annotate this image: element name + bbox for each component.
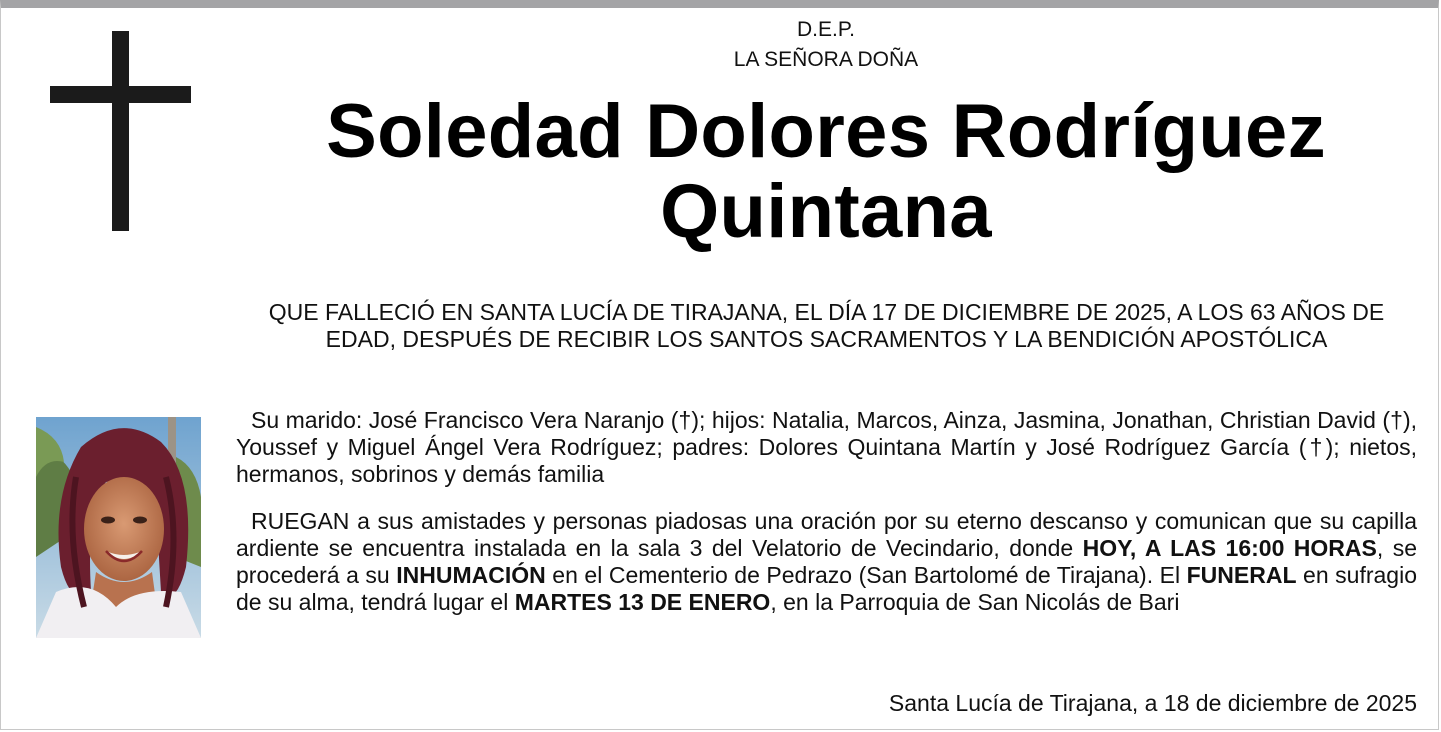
deceased-name-line1: Soledad Dolores Rodríguez (326, 89, 1326, 174)
death-notice: QUE FALLECIÓ EN SANTA LUCÍA DE TIRAJANA, EL DÍA 17 DE DICIEMBRE DE 2025, A LOS 63 AÑOS DE EDAD, DESPUÉS DE RECIBIR LOS SANTOS SACRAMENTOS Y LA BENDICIÓN APOSTÓLICA (268, 299, 1385, 352)
ruegan-funeral-bold: FUNERAL (1186, 562, 1297, 588)
deceased-portrait-photo (36, 417, 201, 638)
dep-label: D.E.P. (797, 18, 855, 41)
deceased-name-line2: Quintana (660, 169, 992, 254)
ruegan-date-bold: MARTES 13 DE ENERO (514, 589, 771, 615)
ruegan-inhumacion-bold: INHUMACIÓN (396, 562, 546, 588)
deceased-name (250, 89, 1402, 254)
honorific-title: LA SEÑORA DOÑA (733, 48, 919, 71)
place-date: Santa Lucía de Tirajana, a 18 de diciembre de 2025 (888, 690, 1417, 716)
latin-cross-icon (50, 31, 191, 231)
ruegan-text-4: en sufragio de su alma, tendrá lugar el (236, 562, 1417, 615)
ruegan-text-3: en el Cementerio de Pedrazo (San Bartolomé de Tirajana). El (545, 562, 1187, 588)
ruegan-text-5: , en la Parroquia de San Nicolás de Bari (770, 589, 1180, 615)
ruegan-text-2: , se procederá a su (236, 535, 1418, 588)
ruegan-time-bold: HOY, A LAS 16:00 HORAS (1082, 535, 1377, 561)
ruegan-paragraph (236, 508, 1417, 616)
family-paragraph: Su marido: José Francisco Vera Naranjo (†); hijos: Natalia, Marcos, Ainza, Jasmina, Jonathan, Christian David (†), Youssef y Miguel Ángel Vera Rodríguez; padres: Dolores Quintana Martín y José Rodríguez García (†); nietos, hermanos, sobrinos y demás familia (236, 407, 1417, 487)
ruegan-text-1: RUEGAN a sus amistades y personas piadosas una oración por su eterno descanso y comunican que su capilla ardiente se encuentra instalada en la sala 3 del Velatorio de Vecindario, donde (236, 508, 1417, 561)
